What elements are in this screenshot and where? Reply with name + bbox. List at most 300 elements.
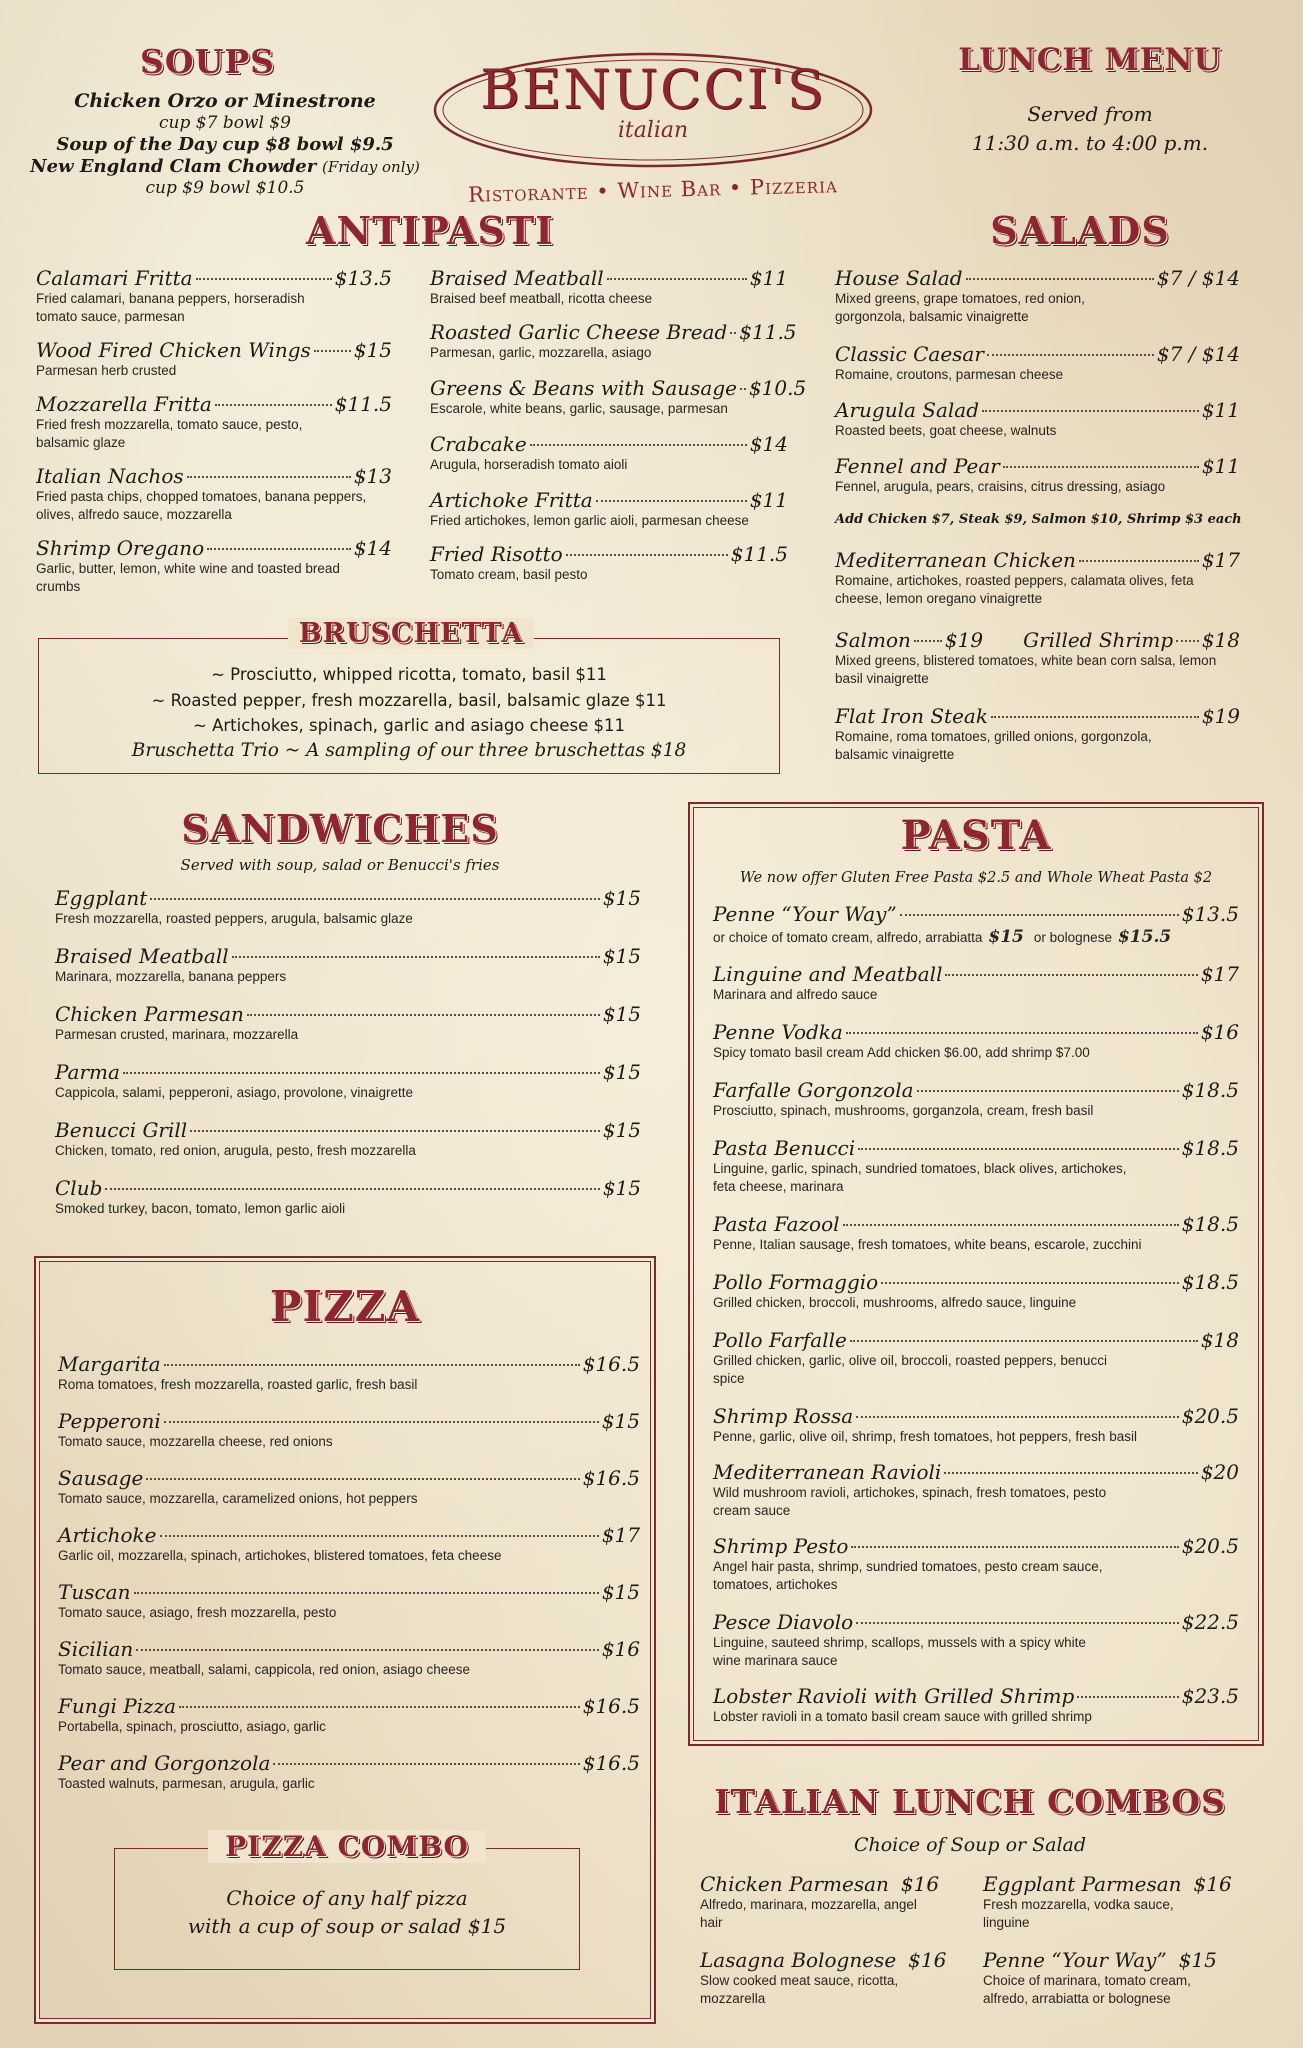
item-description: Roma tomatoes, fresh mozzarella, roasted garlic, fresh basil [58,1377,418,1392]
item-name: Sausage [58,1466,144,1490]
item-name: Calamari Fritta [36,266,193,290]
item-name: Fennel and Pear [835,454,1000,478]
item-title-row [713,1328,1239,1352]
item-price: $18.5 [1181,1212,1239,1236]
menu-item [55,1060,641,1102]
item-description: Garlic oil, mozzarella, spinach, artichokes, blistered tomatoes, feta cheese [58,1548,502,1563]
item-name: Braised Meatball [55,944,229,968]
item-name: Lasagna Bolognese [700,1948,897,1972]
item-name: Roasted Garlic Cheese Bread [430,320,728,344]
bruschetta-item: ~ Prosciutto, whipped ricotta, tomato, basil $11 [211,665,607,684]
item-price: $15 [602,1118,641,1142]
item-title-row [835,266,1240,290]
soups-section [20,90,430,199]
item-price: $11.5 [739,320,797,344]
item-price: $15 [602,944,641,968]
item-price: $18.5 [1181,1270,1239,1294]
dot-leader [607,278,747,280]
dot-leader [314,350,351,352]
bruschetta-trio: Bruschetta Trio ~ A sampling of our three bruschettas $18 [131,740,687,761]
item-description: Penne, garlic, olive oil, shrimp, fresh tomatoes, hot peppers, fresh basil [713,1429,1137,1444]
item-name: Shrimp Pesto [713,1534,849,1558]
dot-leader [740,388,746,390]
item-title-row [55,1176,641,1200]
item-price: $16 [900,1872,940,1896]
menu-item [55,886,641,928]
item-price: $14 [749,432,788,456]
lunch-hours-line: 11:30 a.m. to 4:00 p.m. [971,131,1209,155]
dot-leader [858,1148,1179,1150]
item-title-row [58,1751,640,1775]
menu-item [55,1002,641,1044]
item-description: Romaine, croutons, parmesan cheese [835,367,1064,382]
item-price: $18.5 [1181,1078,1239,1102]
item-price: $19 [1201,704,1240,728]
menu-item [58,1523,640,1565]
item-price: $16.5 [582,1694,640,1718]
item-name: Club [55,1176,103,1200]
item-name: Crabcake [430,432,527,456]
lunch-menu-heading: LUNCH MENU [958,42,1222,78]
item-description: Tomato sauce, mozzarella, caramelized onions, hot peppers [58,1491,418,1506]
dot-leader [843,1224,1179,1226]
dot-leader [1003,466,1199,468]
item-price: $10.5 [748,376,807,400]
item-name: Shrimp Rossa [713,1404,854,1428]
item-name: Penne “Your Way” [713,902,897,926]
item-description: Prosciutto, spinach, mushrooms, gorganzola, cream, fresh basil [713,1103,1094,1118]
item-price: $15 [1178,1948,1217,1972]
dot-leader [1176,640,1199,642]
item-price: $19 [944,628,984,652]
item-price: $16 [1193,1872,1232,1896]
item-title-row [835,398,1240,422]
dot-leader [105,1188,599,1190]
item-description: Roasted beets, goat cheese, walnuts [835,423,1057,438]
item-price: $22.5 [1181,1610,1239,1634]
item-title-row [36,266,392,290]
item-price: $20.5 [1181,1534,1239,1558]
menu-item [713,1610,1239,1670]
item-price: $17 [1200,962,1239,986]
logo-name: BENUCCI'S [480,58,826,121]
item-name: Tuscan [58,1580,131,1604]
item-description: Fresh mozzarella, vodka sauce, linguine [983,1897,1174,1931]
item-price: $11 [1201,454,1240,478]
item-price: $14 [353,536,392,560]
item-title-row [36,338,392,362]
item-description: Fried artichokes, lemon garlic aioli, parmesan cheese [430,513,749,528]
item-description: Lobster ravioli in a tomato basil cream sauce with grilled shrimp [713,1709,1092,1724]
menu-item [430,320,797,362]
combos-heading: ITALIAN LUNCH COMBOS [714,1782,1226,1821]
menu-item [36,266,392,326]
menu-item [58,1580,640,1622]
item-price: $13 [353,464,392,488]
menu-item [835,398,1240,440]
item-description: Tomato sauce, mozzarella cheese, red onions [58,1434,333,1449]
item-price: $15.5 [1117,927,1172,947]
soup-note: (Friday only) [321,157,420,176]
menu-item [713,1328,1239,1388]
item-title-row [713,902,1239,926]
item-description: Mixed greens, grape tomatoes, red onion, gorgonzola, balsamic vinaigrette [835,291,1085,325]
item-name: Pasta Benucci [713,1136,856,1160]
item-price: $11 [749,266,788,290]
item-price: $15 [602,1002,641,1026]
dot-leader [196,278,332,280]
item-description: Cappicola, salami, pepperoni, asiago, provolone, vinaigrette [55,1085,413,1100]
salad-addons: Add Chicken $7, Steak $9, Salmon $10, Shrimp $3 each [835,512,1242,527]
menu-item [430,376,807,418]
menu-item [835,548,1240,608]
item-title-row [36,464,392,488]
antipasti-heading: ANTIPASTI [305,208,555,253]
item-price: $16.5 [582,1751,640,1775]
item-title-row [36,392,392,416]
item-name: Benucci Grill [55,1118,188,1142]
bruschetta-heading: BRUSCHETTA [288,618,534,649]
item-description: Fried calamari, banana peppers, horseradish tomato sauce, parmesan [36,291,305,325]
item-name: Linguine and Meatball [713,962,943,986]
item-description: Marinara and alfredo sauce [713,987,878,1002]
item-title-row [835,342,1240,366]
item-price: $17 [1201,548,1240,572]
menu-item [713,1020,1239,1062]
item-name: Eggplant [55,886,148,910]
combo-item [983,1948,1253,2008]
item-description: Penne, Italian sausage, fresh tomatoes, white beans, escarole, zucchini [713,1237,1142,1252]
item-price: $11 [749,488,788,512]
dot-leader [164,1421,599,1423]
item-price: $20.5 [1181,1404,1239,1428]
menu-item [58,1751,640,1793]
item-description: Romaine, roma tomatoes, grilled onions, gorgonzola, balsamic vinaigrette [835,729,1152,763]
item-price: $16 [1200,1020,1239,1044]
combo-item [700,1872,970,1932]
item-title-row [700,1872,970,1896]
soup-price-line: cup $9 bowl $10.5 [145,177,305,198]
dot-leader [730,332,736,334]
item-name: Wood Fired Chicken Wings [36,338,311,362]
dot-leader [1077,1696,1178,1698]
soup-line: New England Clam Chowder [30,155,317,177]
dot-leader [846,1032,1198,1034]
dot-leader [273,1763,579,1765]
dot-leader [856,1622,1179,1624]
item-title-row [835,548,1240,572]
bruschetta-item: ~ Artichokes, spinach, garlic and asiago cheese $11 [193,716,625,736]
item-price: $15 [602,886,641,910]
item-description: Spicy tomato basil cream Add chicken $6.00, add shrimp $7.00 [713,1045,1090,1060]
item-name: Pollo Farfalle [713,1328,847,1352]
soups-heading: SOUPS [140,42,276,81]
item-price: $16.5 [582,1352,640,1376]
item-price: $16 [908,1948,947,1972]
dot-leader [179,1706,580,1708]
menu-item [36,338,392,380]
menu-item [55,1118,641,1160]
item-price: $16 [601,1637,640,1661]
item-name: Flat Iron Steak [835,704,988,728]
item-title-row [713,1078,1239,1102]
item-description: Portabella, spinach, prosciutto, asiago, garlic [58,1719,326,1734]
item-title-row [55,1002,641,1026]
bruschetta-item: ~ Roasted pepper, fresh mozzarella, basil, balsamic glaze $11 [151,690,667,710]
item-description: or bolognese [1033,930,1112,945]
menu-item [58,1694,640,1736]
item-name: Salmon [835,628,911,652]
item-title-row [835,628,1240,652]
menu-item [55,1176,641,1218]
restaurant-logo [428,50,878,220]
menu-item [713,1136,1239,1196]
item-name: Penne “Your Way” [983,1948,1167,1972]
sandwiches-heading: SANDWICHES [181,806,499,851]
item-name: Italian Nachos [36,464,184,488]
item-description: Arugula, horseradish tomato aioli [430,457,628,472]
soup-price-line: cup $7 bowl $9 [159,113,291,134]
item-price: $15 [601,1409,640,1433]
item-description: Mixed greens, blistered tomatoes, white bean corn salsa, lemon basil vinaigrette [835,653,1217,687]
item-title-row [430,432,788,456]
pizza-combo-heading: PIZZA COMBO [208,1830,486,1863]
item-description: Fried fresh mozzarella, tomato sauce, pesto, balsamic glaze [36,417,303,451]
item-name: Farfalle Gorgonzola [713,1078,914,1102]
item-price: $11 [1201,398,1240,422]
item-title-row [36,536,392,560]
menu-item [835,342,1240,384]
item-name: Margarita [58,1352,161,1376]
item-name: Fried Risotto [430,542,563,566]
item-title-row [713,1404,1239,1428]
item-title-row [55,944,641,968]
item-name: Pepperoni [58,1409,161,1433]
lunch-hours [930,100,1250,158]
menu-item [430,432,788,474]
menu-item [58,1466,640,1508]
bruschetta-list [38,662,780,739]
dot-leader [207,548,351,550]
menu-item [835,454,1240,496]
item-title-row [713,1136,1239,1160]
item-title-row [713,1270,1239,1294]
dot-leader [987,354,1154,356]
item-name: Mozzarella Fritta [36,392,212,416]
item-description: Escarole, white beans, garlic, sausage, parmesan [430,401,728,416]
item-description: Fried pasta chips, chopped tomatoes, banana peppers, olives, alfredo sauce, mozzarella [36,489,367,523]
dot-leader [596,500,747,502]
item-name: Chicken Parmesan [55,1002,244,1026]
combos-subtitle: Choice of Soup or Salad [853,1834,1087,1856]
pasta-heading: PASTA [900,812,1052,859]
item-title-row [58,1523,640,1547]
item-name: Shrimp Oregano [36,536,205,560]
item-price: $18 [1200,1328,1239,1352]
dot-leader [991,716,1199,718]
menu-item [36,536,392,596]
item-description: or choice of tomato cream, alfredo, arrabiatta [713,930,983,945]
item-description: Chicken, tomato, red onion, arugula, pesto, fresh mozzarella [55,1143,416,1158]
dot-leader [215,404,332,406]
item-title-row [713,1212,1239,1236]
menu-item [430,266,788,308]
item-price: $23.5 [1181,1684,1239,1708]
item-description: Choice of marinara, tomato cream, alfredo, arrabiatta or bolognese [983,1973,1191,2007]
item-description: Tomato cream, basil pesto [430,567,588,582]
item-description: Grilled chicken, broccoli, mushrooms, alfredo sauce, linguine [713,1295,1077,1310]
item-price: $13.5 [1181,902,1239,926]
item-title-row [55,1118,641,1142]
menu-item [713,1534,1239,1594]
item-name: Pasta Fazool [713,1212,840,1236]
item-name: Pear and Gorgonzola [58,1751,271,1775]
menu-item [713,1460,1239,1520]
pizza-combo-line: Choice of any half pizza [226,1886,468,1910]
item-description: Smoked turkey, bacon, tomato, lemon garlic aioli [55,1201,346,1216]
item-name: Pollo Formaggio [713,1270,879,1294]
pizza-combo-text [114,1884,580,1940]
menu-item [713,1270,1239,1312]
dot-leader [914,640,942,642]
dot-leader [966,278,1154,280]
item-name: Mediterranean Chicken [835,548,1076,572]
pizza-heading: PIZZA [269,1282,421,1331]
item-price: $18 [1201,628,1240,652]
item-name: Pesce Diavolo [713,1610,854,1634]
item-description: Fresh mozzarella, roasted peppers, arugula, balsamic glaze [55,911,413,926]
item-price: $20 [1200,1460,1239,1484]
item-price: $7 / $14 [1156,342,1240,366]
item-name: Artichoke Fritta [430,488,593,512]
lunch-hours-line: Served from [1027,102,1153,126]
item-title-row [58,1580,640,1604]
item-description: Linguine, sauteed shrimp, scallops, mussels with a spicy white wine marinara sauce [713,1635,1086,1669]
item-price: $11.5 [334,392,392,416]
menu-item [713,1684,1239,1726]
logo-tagline: Ristorante • Wine Bar • Pizzeria [467,173,839,207]
item-title-row [58,1637,640,1661]
menu-item [36,464,392,524]
dot-leader [187,476,351,478]
item-price: $17 [601,1523,640,1547]
dot-leader [900,914,1179,916]
menu-item [58,1352,640,1394]
item-name: Mediterranean Ravioli [713,1460,942,1484]
item-description: Parmesan, garlic, mozzarella, asiago [430,345,652,360]
item-title-row [713,1020,1239,1044]
menu-item [713,902,1239,949]
item-price: $15 [988,927,1024,947]
dot-leader [850,1340,1198,1342]
item-title-row [430,542,788,566]
item-title-row [713,1460,1239,1484]
menu-item [430,488,788,530]
item-description: Fennel, arugula, pears, craisins, citrus dressing, asiago [835,479,1166,494]
item-title-row [58,1694,640,1718]
dot-leader [945,974,1197,976]
menu-item [835,266,1240,326]
item-price: $15 [602,1060,641,1084]
item-price: $18.5 [1181,1136,1239,1160]
item-name: Braised Meatball [430,266,604,290]
item-title-row [430,266,788,290]
item-description: Alfredo, marinara, mozzarella, angel hair [700,1897,917,1931]
dot-leader [232,956,600,958]
item-name: Chicken Parmesan [700,1872,889,1896]
item-title-row [835,704,1240,728]
item-description: Marinara, mozzarella, banana peppers [55,969,287,984]
menu-item [713,1212,1239,1254]
item-title-row [713,1534,1239,1558]
menu-item [835,704,1240,764]
item-description: Toasted walnuts, parmesan, arugula, garlic [58,1776,315,1791]
item-title-row [55,1060,641,1084]
dot-leader [566,554,728,556]
item-description: Slow cooked meat sauce, ricotta, mozzarella [700,1973,899,2007]
item-description: Garlic, butter, lemon, white wine and toasted bread crumbs [36,561,340,595]
dot-leader [856,1416,1179,1418]
dot-leader [136,1649,599,1651]
menu-item [58,1409,640,1451]
dot-leader [1079,560,1199,562]
dot-leader [164,1364,580,1366]
logo-script: italian [617,118,689,143]
item-description: Tomato sauce, meatball, salami, cappicola, red onion, asiago cheese [58,1662,470,1677]
item-title-row [713,962,1239,986]
item-price: $15 [601,1580,640,1604]
sandwiches-subtitle: Served with soup, salad or Benucci's fries [180,856,500,874]
item-description: Tomato sauce, asiago, fresh mozzarella, pesto [58,1605,337,1620]
item-title-row [983,1872,1253,1896]
item-name: Eggplant Parmesan [983,1872,1182,1896]
dot-leader [150,898,600,900]
menu-item [713,1078,1239,1120]
item-name: Fungi Pizza [58,1694,177,1718]
item-name: Sicilian [58,1637,134,1661]
dot-leader [944,1472,1198,1474]
dot-leader [134,1592,599,1594]
dot-leader [982,410,1199,412]
item-title-row [430,376,807,400]
item-price: $7 / $14 [1156,266,1240,290]
item-description: Angel hair pasta, shrimp, sundried tomatoes, pesto cream sauce, tomatoes, artichokes [713,1559,1103,1593]
item-description: Parmesan herb crusted [36,363,177,378]
menu-item [36,392,392,452]
dot-leader [917,1090,1179,1092]
item-name: Parma [55,1060,120,1084]
item-price: $11.5 [730,542,788,566]
dot-leader [881,1282,1179,1284]
combo-item [700,1948,970,2008]
item-name: House Salad [835,266,963,290]
item-name: Grilled Shrimp [1023,628,1174,652]
item-description: Parmesan crusted, marinara, mozzarella [55,1027,299,1042]
item-title-row [713,1684,1239,1708]
menu-item [430,542,788,584]
dot-leader [123,1072,600,1074]
item-title-row [55,886,641,910]
item-title-row [430,488,788,512]
item-name: Classic Caesar [835,342,984,366]
pizza-combo-line: with a cup of soup or salad $15 [187,1914,507,1938]
item-description: Romaine, artichokes, roasted peppers, calamata olives, feta cheese, lemon oregano vinaigrette [835,573,1194,607]
item-price: $15 [602,1176,641,1200]
combo-item [983,1872,1253,1932]
menu-item [713,962,1239,1004]
item-price: $13.5 [334,266,392,290]
item-title-row [58,1409,640,1433]
